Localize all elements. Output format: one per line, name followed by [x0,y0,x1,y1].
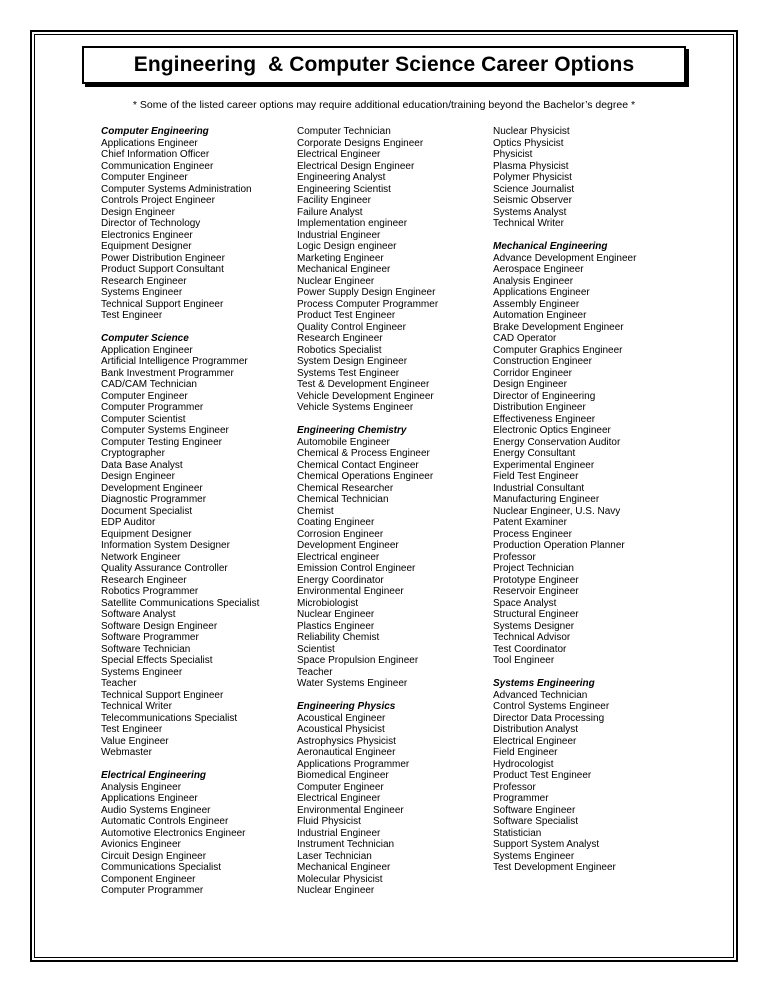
career-item: Applications Programmer [297,758,410,770]
career-item: Applications Engineer [101,793,198,804]
career-item: Software Specialist [493,816,579,827]
career-item: Power Supply Design Engineer [297,287,436,298]
career-item: Industrial Engineer [297,229,381,241]
career-item: Environmental Engineer [297,586,404,597]
career-item: Corporate Designs Engineer [297,137,424,149]
career-item: Equipment Designer [101,241,192,252]
career-item: Tool Engineer [493,655,555,666]
career-item: Test Coordinator [493,643,567,655]
career-item: Systems Test Engineer [297,367,400,379]
column-2 [297,126,487,897]
career-item: Field Engineer [493,747,558,758]
career-item: Industrial Engineer [297,827,381,839]
career-item: Computer Engineer [101,172,188,183]
career-item: Systems Analyst [493,206,567,218]
career-section [493,126,683,230]
career-item: Biomedical Engineer [297,770,389,781]
career-item: Computer Engineer [101,390,188,402]
career-item: Plasma Physicist [493,160,569,172]
career-item: Microbiologist [297,597,359,609]
page-title: Engineering & Computer Science Career Options [133,53,635,76]
career-item: Chemical Technician [297,494,389,505]
career-item: Circuit Design Engineer [101,850,207,862]
career-item: Electronics Engineer [101,229,193,241]
title-box [82,46,686,84]
career-item: Telecommunications Specialist [101,712,238,724]
career-item: Electrical Engineer [297,149,381,160]
career-item: Controls Project Engineer [101,195,215,206]
career-item: Environmental Engineer [297,804,404,816]
career-item: Technical Writer [493,218,564,229]
section-heading: Engineering Physics [297,701,396,712]
career-item: Computer Programmer [101,885,204,896]
career-item: Electrical Engineer [493,735,577,747]
career-item: Molecular Physicist [297,873,383,885]
career-item: Computer Graphics Engineer [493,344,623,356]
career-item: Cryptographer [101,448,165,459]
career-item: Acoustical Engineer [297,712,386,724]
career-item: Bank Investment Programmer [101,367,234,379]
career-item: Product Support Consultant [101,264,224,275]
career-item: Technical Support Engineer [101,689,224,701]
career-item: Mechanical Engineer [297,862,391,873]
section-heading: Computer Science [101,333,189,344]
career-item: Advance Development Engineer [493,252,637,264]
career-item: Research Engineer [101,574,187,586]
career-item: Director of Technology [101,218,201,229]
career-item: Fluid Physicist [297,816,361,827]
career-item: Vehicle Systems Engineer [297,402,414,413]
career-item: Application Engineer [101,344,193,356]
career-item: Director Data Processing [493,712,605,724]
career-item: Robotics Specialist [297,344,382,356]
career-item: Corrosion Engineer [297,528,384,540]
career-item: Data Base Analyst [101,459,183,471]
career-item: Instrument Technician [297,839,395,850]
career-item: Test Development Engineer [493,862,616,873]
career-item: Programmer [493,793,549,804]
career-item: Applications Engineer [493,287,590,298]
career-item: Systems Engineer [101,287,183,298]
career-item: Diagnostic Programmer [101,494,207,505]
career-item: Software Programmer [101,632,199,643]
career-item: Process Engineer [493,528,572,540]
career-item: Failure Analyst [297,206,363,218]
career-item: Equipment Designer [101,528,192,540]
career-item: Design Engineer [101,206,175,218]
career-item: Patent Examiner [493,517,567,528]
career-item: Plastics Engineer [297,620,375,632]
career-item: Nuclear Engineer, U.S. Navy [493,505,621,517]
career-item: Chemical Contact Engineer [297,459,419,471]
career-item: Polymer Physicist [493,172,572,183]
career-item: Analysis Engineer [101,781,182,793]
career-item: Software Analyst [101,609,176,620]
career-item: Automotive Electronics Engineer [101,827,246,839]
career-item: Marketing Engineer [297,252,384,264]
career-item: Engineering Analyst [297,172,386,183]
career-item: CAD/CAM Technician [101,379,197,390]
career-item: Webmaster [101,747,152,758]
career-section [493,241,683,667]
career-item: Project Technician [493,563,574,574]
career-item: Energy Coordinator [297,574,384,586]
section-heading: Engineering Chemistry [297,425,407,436]
career-item: Chemical & Process Engineer [297,448,430,459]
career-item: Scientist [297,643,335,655]
career-item: Chemist [297,505,334,517]
career-item: Statistician [493,827,542,839]
section-heading: Mechanical Engineering [493,241,608,252]
career-item: Research Engineer [101,275,187,287]
career-item: Communication Engineer [101,160,214,172]
career-item: Information System Designer [101,540,230,551]
career-item: Professor [493,551,536,563]
career-item: Computer Systems Administration [101,183,252,195]
career-item: Test Engineer [101,310,163,321]
career-item: Electrical engineer [297,551,380,563]
career-item: Development Engineer [297,540,399,551]
career-item: Aerospace Engineer [493,264,584,275]
career-item: Audio Systems Engineer [101,804,211,816]
career-item: Space Analyst [493,597,557,609]
career-item: Logic Design engineer [297,241,397,252]
career-item: Product Test Engineer [297,310,396,321]
career-item: Astrophysics Physicist [297,735,396,747]
career-item: Coating Engineer [297,517,375,528]
career-item: Power Distribution Engineer [101,252,225,264]
career-section [493,678,683,874]
career-item: Automobile Engineer [297,436,390,448]
career-item: Test & Development Engineer [297,379,430,390]
career-item: Hydrocologist [493,758,554,770]
career-item: Applications Engineer [101,137,198,149]
career-item: Design Engineer [493,379,567,390]
career-item: Emission Control Engineer [297,563,416,574]
career-item: Construction Engineer [493,356,592,367]
career-item: Quality Assurance Controller [101,563,228,574]
career-item: Structural Engineer [493,609,579,620]
career-item: Chemical Operations Engineer [297,471,434,482]
section-heading: Electrical Engineering [101,770,207,781]
career-item: CAD Operator [493,333,557,344]
career-item: Research Engineer [297,333,383,344]
career-item: Software Technician [101,643,191,655]
career-item: Avionics Engineer [101,839,181,850]
career-item: Chief Information Officer [101,149,210,160]
career-item: Manufacturing Engineer [493,494,600,505]
career-item: Technical Writer [101,701,172,712]
career-item: Computer Systems Engineer [101,425,229,436]
career-item: Assembly Engineer [493,298,580,310]
career-section [297,701,487,897]
career-item: Artificial Intelligence Programmer [101,356,248,367]
career-item: Systems Engineer [101,666,183,678]
career-item: Laser Technician [297,850,372,862]
career-item: Value Engineer [101,735,169,747]
career-item: Electrical Engineer [297,793,381,804]
career-item: Physicist [493,149,533,160]
career-item: Design Engineer [101,471,175,482]
career-section [101,126,291,322]
career-item: Field Test Engineer [493,471,579,482]
career-item: Systems Designer [493,620,575,632]
career-item: Systems Engineer [493,850,575,862]
career-item: Nuclear Engineer [297,275,375,287]
career-item: Advanced Technician [493,689,588,701]
career-item: Analysis Engineer [493,275,574,287]
column-1 [101,126,291,897]
career-item: Product Test Engineer [493,770,592,781]
career-item: Electrical Design Engineer [297,160,415,172]
career-item: Nuclear Physicist [493,126,570,137]
career-item: Document Specialist [101,505,193,517]
career-section [101,333,291,759]
career-item: Industrial Consultant [493,482,585,494]
career-item: Production Operation Planner [493,540,625,551]
career-item: Optics Physicist [493,137,564,149]
career-item: Network Engineer [101,551,181,563]
career-item: Director of Engineering [493,390,596,402]
career-item: Aeronautical Engineer [297,747,396,758]
career-section [297,126,487,414]
career-item: System Design Engineer [297,356,408,367]
career-item: Facility Engineer [297,195,371,206]
career-item: Software Engineer [493,804,576,816]
career-item: Reservoir Engineer [493,586,579,597]
career-item: Computer Scientist [101,413,186,425]
career-item: Satellite Communications Specialist [101,597,260,609]
career-item: Acoustical Physicist [297,724,385,735]
career-item: Quality Control Engineer [297,321,406,333]
career-item: Professor [493,781,536,793]
column-3 [493,126,683,874]
career-item: Computer Testing Engineer [101,436,222,448]
career-item: Reliability Chemist [297,632,380,643]
career-item: Space Propulsion Engineer [297,655,419,666]
career-item: Electronic Optics Engineer [493,425,611,436]
career-item: Prototype Engineer [493,574,579,586]
disclaimer-note: * Some of the listed career options may require additional education/training beyond the Bachelor’s degree * [132,99,636,111]
career-item: Support System Analyst [493,839,600,850]
career-item: Nuclear Engineer [297,609,375,620]
career-item: Computer Programmer [101,402,204,413]
career-item: Control Systems Engineer [493,701,610,712]
career-section [101,770,291,897]
section-heading: Systems Engineering [493,678,595,689]
career-item: Communications Specialist [101,862,222,873]
career-item: Brake Development Engineer [493,321,624,333]
section-heading: Computer Engineering [101,126,209,137]
career-item: Teacher [101,678,137,689]
career-item: Energy Conservation Auditor [493,436,621,448]
career-item: EDP Auditor [101,517,156,528]
career-item: Test Engineer [101,724,163,735]
career-item: Implementation engineer [297,218,408,229]
career-item: Component Engineer [101,873,196,885]
career-item: Computer Technician [297,126,391,137]
career-item: Water Systems Engineer [297,678,408,689]
career-item: Nuclear Engineer [297,885,375,896]
career-item: Distribution Analyst [493,724,579,735]
career-item: Special Effects Specialist [101,655,213,666]
career-item: Experimental Engineer [493,459,595,471]
career-item: Process Computer Programmer [297,298,439,310]
career-item: Technical Support Engineer [101,298,224,310]
career-item: Vehicle Development Engineer [297,390,434,402]
career-item: Mechanical Engineer [297,264,391,275]
career-item: Development Engineer [101,482,203,494]
career-item: Distribution Engineer [493,402,586,413]
career-item: Energy Consultant [493,448,576,459]
career-item: Software Design Engineer [101,620,218,632]
career-item: Automatic Controls Engineer [101,816,229,827]
career-item: Teacher [297,666,333,678]
career-item: Technical Advisor [493,632,571,643]
career-item: Corridor Engineer [493,367,572,379]
career-item: Science Journalist [493,183,575,195]
career-item: Computer Engineer [297,781,384,793]
career-item: Seismic Observer [493,195,572,206]
career-item: Effectiveness Engineer [493,413,596,425]
career-item: Automation Engineer [493,310,587,321]
career-item: Engineering Scientist [297,183,391,195]
career-section [297,425,487,690]
career-item: Chemical Researcher [297,482,394,494]
career-item: Robotics Programmer [101,586,199,597]
